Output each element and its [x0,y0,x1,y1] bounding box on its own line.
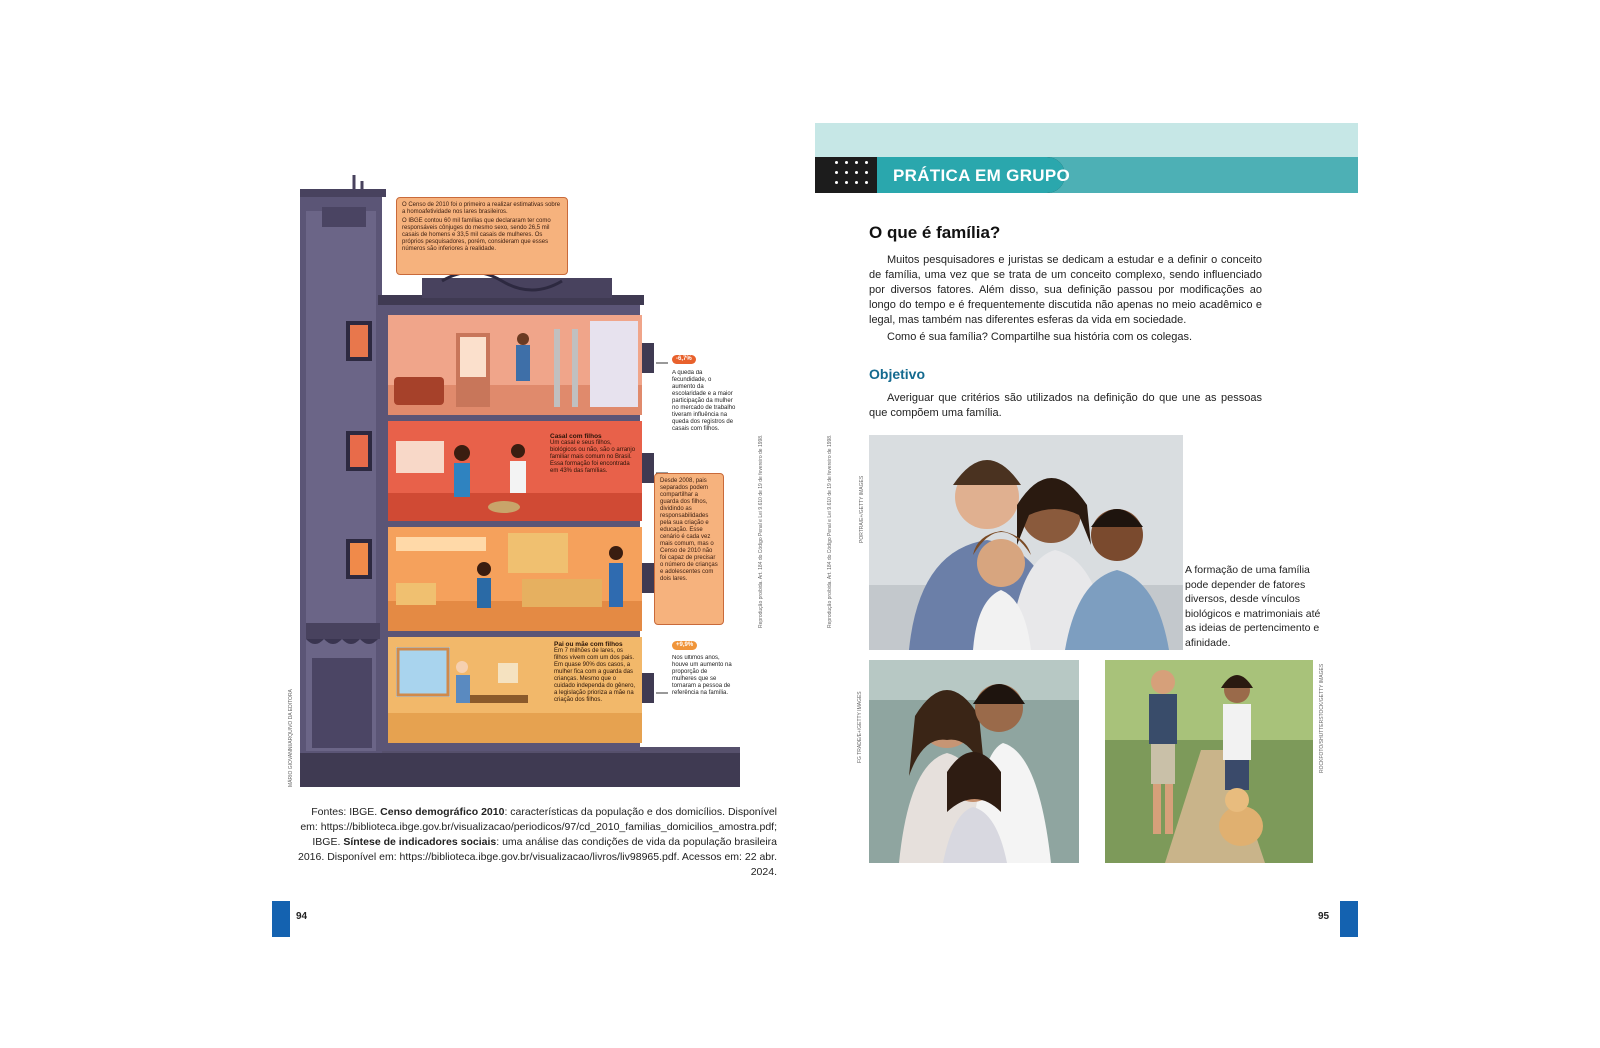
single-parent-title: Pai ou mãe com filhos [554,641,623,648]
right-page [815,123,1358,938]
sources-mid-2: : uma análise das condições de vida da população brasileira 2016. Disponível em: https://biblioteca.ibge.gov.br/visualizacao/livros/liv98965.pdf. Acessos em: 22 abr. 2024. [298,836,777,878]
family-photo-main [869,435,1183,650]
family-photo-walking-dog [1105,660,1313,863]
stat-badge-increase: +9,9% [672,641,697,650]
page-number-left: 94 [296,911,308,922]
illustration-credit: MÁRIO GIOVANNI/ARQUIVO DA EDITORA [288,689,294,787]
single-parent-text [554,641,638,737]
page-number-right: 95 [1318,911,1330,922]
photo-credit-1: PORTRA/E+/GETTY IMAGES [859,475,865,543]
couple-with-children-title: Casal com filhos [550,433,602,440]
women-reference-note: Nos últimos anos, houve um aumento na proporção de mulheres que se tornaram a pessoa de referência na família. [672,655,732,696]
couple-with-children-body: Um casal e seus filhos, biológicos ou não, são o arranjo familiar mais comum no Brasil. Essa formação foi encontrada em 43% das famílias. [550,440,636,474]
sources-text [297,805,777,880]
family-photo-two-mothers [869,660,1079,863]
photo-credit-3: ROCKFOTO/SHUTTERSTOCK/GETTY IMAGES [1319,663,1325,773]
sources-bold-1: Censo demográfico 2010 [380,806,505,818]
sources-bold-2: Síntese de indicadores sociais [343,836,497,848]
folio-marker-right [1340,901,1358,937]
top-color-band [815,123,1358,157]
photo-caption: A formação de uma família pode depender de fatores diversos, desde vínculos biológicos e matrimoniais até as ideias de pertencimento e afinidade. [1185,564,1321,649]
census-callout-p1: O Censo de 2010 foi o primeiro a realizar estimativas sobre a homoafetividade nos lares brasileiros. [402,202,561,215]
reproduction-notice-left: Reprodução proibida. Art. 184 do Código Penal e Lei 9.610 de 19 de fevereiro de 1998. [758,434,764,628]
objective-heading: Objetivo [869,366,926,382]
couple-with-children-text [550,433,636,505]
fertility-note: A queda da fecundidade, o aumento da escolaridade e a maior participação da mulher no mercado de trabalho tiveram influência na queda dos registros de casais com filhos. [672,370,736,432]
photo-credit-2: FG TRADE/E+/GETTY IMAGES [857,691,863,763]
page-title: O que é família? [869,223,1001,242]
census-callout-p2: O IBGE contou 60 mil famílias que declararam ter como responsáveis cônjuges do mesmo sexo, sendo 26,5 mil casais de homens e 33,5 mil casais de mulheres. Os próprios pesquisadores, porém, consideram que esses números são inferiores à realidade. [402,218,551,252]
folio-marker-left [272,901,290,937]
sources-prefix: Fontes: IBGE. [311,806,381,818]
single-parent-body: Em 7 milhões de lares, os filhos vivem com um dos pais. Em quase 90% dos casos, a mulher fica com a guarda das crianças. Mesmo que o cuidado independa do gênero, a legislação prioriza a mãe na criação dos filhos. [554,648,636,703]
left-page [272,123,815,938]
question-paragraph: Como é sua família? Compartilhe sua história com os colegas. [887,331,1193,343]
dots-grid-icon [835,161,881,193]
section-header-title: PRÁTICA EM GRUPO [893,166,1071,185]
reproduction-notice-right: Reprodução proibida. Art. 184 do Código Penal e Lei 9.610 de 19 de fevereiro de 1998. [827,434,833,628]
sources-mid-1: : características da população e dos domicílios. Disponível em: https://biblioteca.ibge.gov.br/visualizacao/periodicos/97/cd_2010_familias_domicilios_amostra.pdf; IBGE. [300,806,777,848]
intro-paragraph: Muitos pesquisadores e juristas se dedicam a estudar e a definir o conceito de família, uma vez que se trata de um conceito complexo, sendo influenciado por diversos fatores. Além disso, sua definição passou por modificações ao longo do tempo e é frequentemente discutida não apenas no meio acadêmico e legal, mas também nas diferentes esferas da vida em sociedade. [869,254,1262,326]
objective-paragraph: Averiguar que critérios são utilizados na definição do que une as pessoas que compõem uma família. [869,392,1262,419]
shared-custody-callout: Desde 2008, pais separados podem compartilhar a guarda dos filhos, dividindo as responsabilidades pela sua criação e educação. Esse cenário é cada vez mais comum, mas o Censo de 2010 não foi capaz de precisar o número de crianças e adolescentes com dois lares. [654,473,724,625]
census-callout [396,197,568,275]
stat-badge-decline: -6,7% [672,355,696,364]
